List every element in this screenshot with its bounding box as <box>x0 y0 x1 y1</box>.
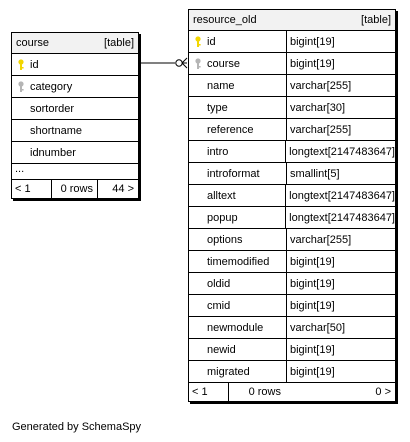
generator-caption: Generated by SchemaSpy <box>12 421 142 433</box>
column-type: bigint[19] <box>286 339 395 360</box>
column-row[interactable] <box>189 75 395 97</box>
foreign-key-icon <box>189 58 207 70</box>
column-type: smallint[5] <box>286 163 395 184</box>
table-name: resource_old <box>193 14 257 26</box>
primary-key-icon <box>12 59 30 71</box>
column-name: name <box>207 79 235 92</box>
column-name-cell <box>12 142 138 163</box>
column-name: timemodified <box>207 255 270 268</box>
column-name-cell <box>12 120 138 141</box>
column-type: longtext[2147483647] <box>285 207 395 228</box>
course-table-footer <box>12 180 138 198</box>
column-name-cell <box>189 317 286 338</box>
column-row[interactable] <box>12 76 138 98</box>
column-name: intro <box>207 145 229 158</box>
column-row[interactable] <box>189 251 395 273</box>
parents-count: < 1 <box>12 180 52 198</box>
column-row[interactable] <box>189 361 395 383</box>
table-kind: [table] <box>361 14 391 26</box>
row-count: 0 rows <box>52 180 98 198</box>
column-name: type <box>207 101 228 114</box>
column-name-cell <box>189 163 286 184</box>
column-type: longtext[2147483647] <box>285 185 395 206</box>
column-type: varchar[30] <box>286 97 395 118</box>
column-name: newid <box>207 343 236 356</box>
more-columns-ellipsis: ... <box>12 164 138 180</box>
column-name: migrated <box>207 365 250 378</box>
column-name-cell <box>189 97 286 118</box>
column-name: popup <box>207 211 238 224</box>
column-row[interactable] <box>189 141 395 163</box>
column-name-cell <box>189 31 286 52</box>
course-table[interactable] <box>11 32 139 199</box>
column-name: reference <box>207 123 254 136</box>
row-count: 0 rows <box>248 386 281 398</box>
column-row[interactable] <box>189 229 395 251</box>
column-name: sortorder <box>30 102 75 115</box>
column-type: varchar[255] <box>286 229 395 250</box>
column-row[interactable] <box>12 98 138 120</box>
column-row[interactable] <box>189 185 395 207</box>
resource-old-table-header <box>189 10 395 31</box>
children-count: 44 > <box>112 183 134 195</box>
column-name-cell <box>189 295 286 316</box>
column-type: varchar[50] <box>286 317 395 338</box>
column-row[interactable] <box>189 317 395 339</box>
column-type: bigint[19] <box>286 53 395 74</box>
column-type: varchar[255] <box>286 75 395 96</box>
foreign-key-icon <box>12 81 30 93</box>
column-name-cell <box>189 361 286 382</box>
column-name-cell <box>189 207 285 228</box>
column-row[interactable] <box>189 295 395 317</box>
column-name: id <box>207 35 216 48</box>
column-row[interactable] <box>12 54 138 76</box>
column-row[interactable] <box>189 163 395 185</box>
table-kind: [table] <box>104 37 134 49</box>
column-name: idnumber <box>30 146 76 159</box>
column-row[interactable] <box>12 120 138 142</box>
column-type: bigint[19] <box>286 31 395 52</box>
column-name-cell <box>189 141 285 162</box>
parents-count: < 1 <box>189 383 229 401</box>
column-name: options <box>207 233 243 246</box>
column-name-cell <box>12 54 138 75</box>
primary-key-icon <box>189 36 207 48</box>
column-name: oldid <box>207 277 231 290</box>
column-type: varchar[255] <box>286 119 395 140</box>
column-name-cell <box>12 98 138 119</box>
column-name-cell <box>189 119 286 140</box>
column-name-cell <box>189 273 286 294</box>
column-type: bigint[19] <box>286 273 395 294</box>
course-table-header <box>12 33 138 54</box>
column-row[interactable] <box>189 207 395 229</box>
column-row[interactable] <box>189 53 395 75</box>
column-name: cmid <box>207 299 231 312</box>
children-count: 0 > <box>375 386 391 398</box>
table-name: course <box>16 37 50 49</box>
column-name: introformat <box>207 167 260 180</box>
column-name: newmodule <box>207 321 264 334</box>
column-type: bigint[19] <box>286 361 395 382</box>
column-type: longtext[2147483647] <box>285 141 395 162</box>
resource-old-table[interactable] <box>188 9 396 402</box>
column-name-cell <box>189 185 285 206</box>
column-name: alltext <box>207 189 236 202</box>
column-name-cell <box>189 251 286 272</box>
column-type: bigint[19] <box>286 295 395 316</box>
column-name: shortname <box>30 124 82 137</box>
column-name-cell <box>12 76 138 97</box>
column-name: course <box>207 57 241 70</box>
column-name-cell <box>189 339 286 360</box>
column-name-cell <box>189 229 286 250</box>
column-row[interactable] <box>189 97 395 119</box>
resource-old-table-footer <box>189 383 395 401</box>
column-row[interactable] <box>189 339 395 361</box>
column-name: category <box>30 80 73 93</box>
column-name-cell <box>189 75 286 96</box>
column-name-cell <box>189 53 286 74</box>
column-name: id <box>30 58 39 71</box>
column-row[interactable] <box>189 119 395 141</box>
column-type: bigint[19] <box>286 251 395 272</box>
column-row[interactable] <box>12 142 138 164</box>
column-row[interactable] <box>189 273 395 295</box>
column-row[interactable] <box>189 31 395 53</box>
